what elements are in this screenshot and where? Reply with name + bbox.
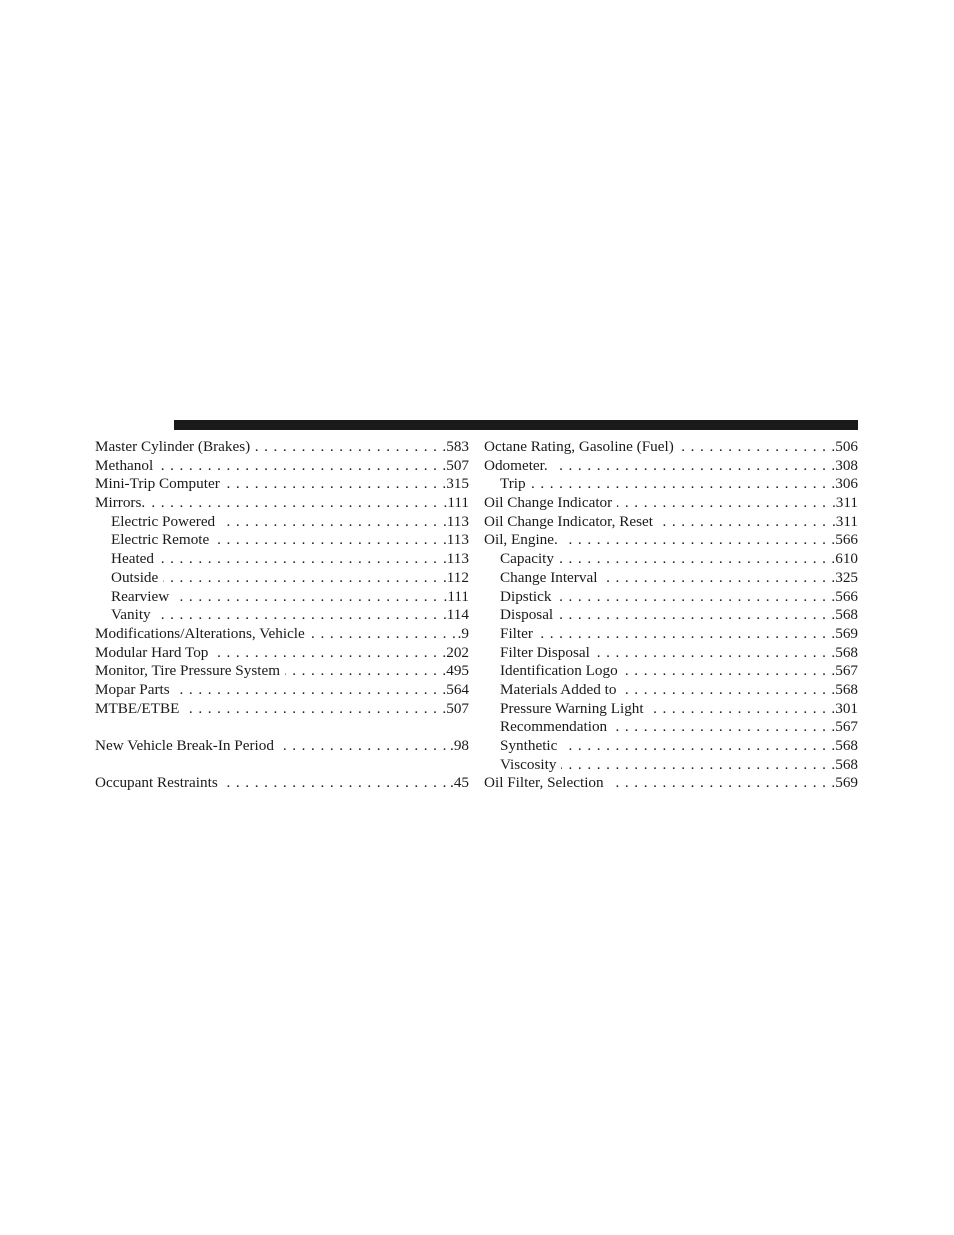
index-entry — [95, 625, 469, 644]
index-subentry — [484, 550, 858, 569]
index-subentry — [95, 569, 469, 588]
index-entry-label: Modular Hard Top — [95, 644, 213, 661]
index-subentry — [484, 718, 858, 737]
index-entry — [95, 662, 469, 681]
index-page-number: .566 — [831, 587, 858, 605]
index-entry — [95, 681, 469, 700]
index-entry — [484, 774, 858, 793]
index-page-number: .569 — [831, 774, 858, 792]
index-entry-label: Oil, Engine. — [484, 531, 563, 548]
index-page-number: .113 — [442, 550, 469, 568]
index-page-number: .113 — [442, 531, 469, 549]
index-page-number: .568 — [831, 737, 858, 754]
index-page-number: .610 — [831, 550, 858, 568]
header-bar — [174, 420, 858, 430]
index-entry-label: Vanity — [95, 606, 156, 623]
index-entry-label: Octane Rating, Gasoline (Fuel) — [484, 438, 679, 455]
index-page-number: .111 — [443, 494, 469, 512]
index-page-number: .308 — [831, 456, 858, 474]
index-page-number: .98 — [450, 737, 469, 754]
index-entry — [95, 438, 469, 457]
index-page-number: .202 — [442, 643, 469, 661]
index-entry-label: Oil Change Indicator — [484, 494, 617, 511]
index-entry-label: Methanol — [95, 457, 158, 474]
index-entry — [95, 475, 469, 494]
index-page-number: .568 — [831, 755, 858, 773]
index-page-number: .568 — [831, 606, 858, 624]
index-entry-label: Change Interval — [484, 569, 602, 586]
index-entry-label: Recommendation — [484, 718, 612, 735]
index-entry-label: Odometer. — [484, 457, 553, 474]
index-page-number: .568 — [831, 680, 858, 698]
index-page-number: .45 — [450, 774, 469, 792]
index-page-number: .112 — [442, 568, 469, 586]
index-entry-label: Pressure Warning Light — [484, 700, 649, 717]
index-entry-label: Heated — [95, 550, 159, 567]
index-spacer — [95, 718, 469, 737]
index-entry-label: Mirrors. — [95, 494, 150, 511]
index-page-number: .495 — [442, 662, 469, 680]
index-page-number: .568 — [831, 643, 858, 661]
index-page-number: .583 — [442, 438, 469, 455]
index-entry — [95, 700, 469, 719]
index-entry-label: Master Cylinder (Brakes) — [95, 438, 255, 455]
index-entry — [95, 737, 469, 756]
index-entry-label: Rearview — [95, 588, 174, 605]
index-subentry — [95, 550, 469, 569]
index-page-number: .507 — [442, 699, 469, 717]
index-entry-label: Dipstick — [484, 588, 556, 605]
index-entry-label: MTBE/ETBE — [95, 700, 184, 717]
index-page-number: .564 — [442, 680, 469, 698]
index-entry-label: Electric Powered — [95, 513, 220, 530]
index-entry — [95, 457, 469, 476]
index-entry-label: Monitor, Tire Pressure System — [95, 662, 285, 679]
index-entry-label: Trip — [484, 475, 531, 492]
index-subentry — [484, 588, 858, 607]
index-subentry — [484, 681, 858, 700]
index-entry-label: Outside — [95, 569, 163, 586]
index-entry — [95, 494, 469, 513]
index-entry-label: Electric Remote — [95, 531, 214, 548]
index-entry-label: Oil Filter, Selection — [484, 774, 609, 791]
index-entry-label: Oil Change Indicator, Reset — [484, 513, 658, 530]
index-subentry — [95, 531, 469, 550]
index-entry-label: Capacity — [484, 550, 559, 567]
index-entry-label: Filter — [484, 625, 538, 642]
index-page-number: .301 — [831, 699, 858, 717]
index-entry-label: Materials Added to — [484, 681, 621, 698]
index-spacer — [95, 756, 469, 775]
index-entry-label: Identification Logo — [484, 662, 623, 679]
index-entry — [484, 457, 858, 476]
index-page-number: .311 — [831, 494, 858, 512]
index-page-number: .507 — [442, 456, 469, 474]
index-page-number: .567 — [831, 662, 858, 680]
index-page-number: .311 — [831, 512, 858, 530]
index-entry-label: Filter Disposal — [484, 644, 595, 661]
index-page-number: .113 — [442, 512, 469, 530]
index-entry-label: Disposal — [484, 606, 558, 623]
index-column-left — [95, 438, 469, 793]
index-entry — [95, 644, 469, 663]
index-subentry — [95, 513, 469, 532]
index-subentry — [484, 662, 858, 681]
index-subentry — [484, 700, 858, 719]
index-page-number: .566 — [831, 531, 858, 549]
index-page-number: .9 — [457, 624, 469, 642]
index-page-number: .111 — [443, 587, 469, 605]
index-page-number: .114 — [442, 606, 469, 624]
index-entry-label: Modifications/Alterations, Vehicle — [95, 625, 310, 642]
index-subentry — [484, 569, 858, 588]
index-entry-label: Mopar Parts — [95, 681, 175, 698]
index-entry — [484, 531, 858, 550]
index-page-number: .569 — [831, 624, 858, 642]
index-subentry — [484, 475, 858, 494]
index-subentry — [95, 606, 469, 625]
index-subentry — [484, 644, 858, 663]
index-entry — [95, 774, 469, 793]
index-entry-label: Mini-Trip Computer — [95, 475, 225, 492]
index-page-number: .506 — [831, 438, 858, 455]
index-page-number: .325 — [831, 568, 858, 586]
index-subentry — [484, 606, 858, 625]
index-subentry — [484, 756, 858, 775]
index-entry — [484, 438, 858, 457]
index-entry — [484, 513, 858, 532]
index-subentry — [484, 625, 858, 644]
index-subentry — [95, 588, 469, 607]
index-entry-label: Occupant Restraints — [95, 774, 223, 791]
index-entry — [484, 494, 858, 513]
index-entry-label: New Vehicle Break-In Period — [95, 737, 279, 754]
index-entry-label: Viscosity — [484, 756, 561, 773]
index-entry-label: Synthetic — [484, 737, 562, 754]
index-page-number: .567 — [831, 718, 858, 736]
index-subentry — [484, 737, 858, 756]
index-column-right — [484, 438, 858, 793]
index-page-number: .315 — [442, 475, 469, 493]
index-page-number: .306 — [831, 475, 858, 493]
